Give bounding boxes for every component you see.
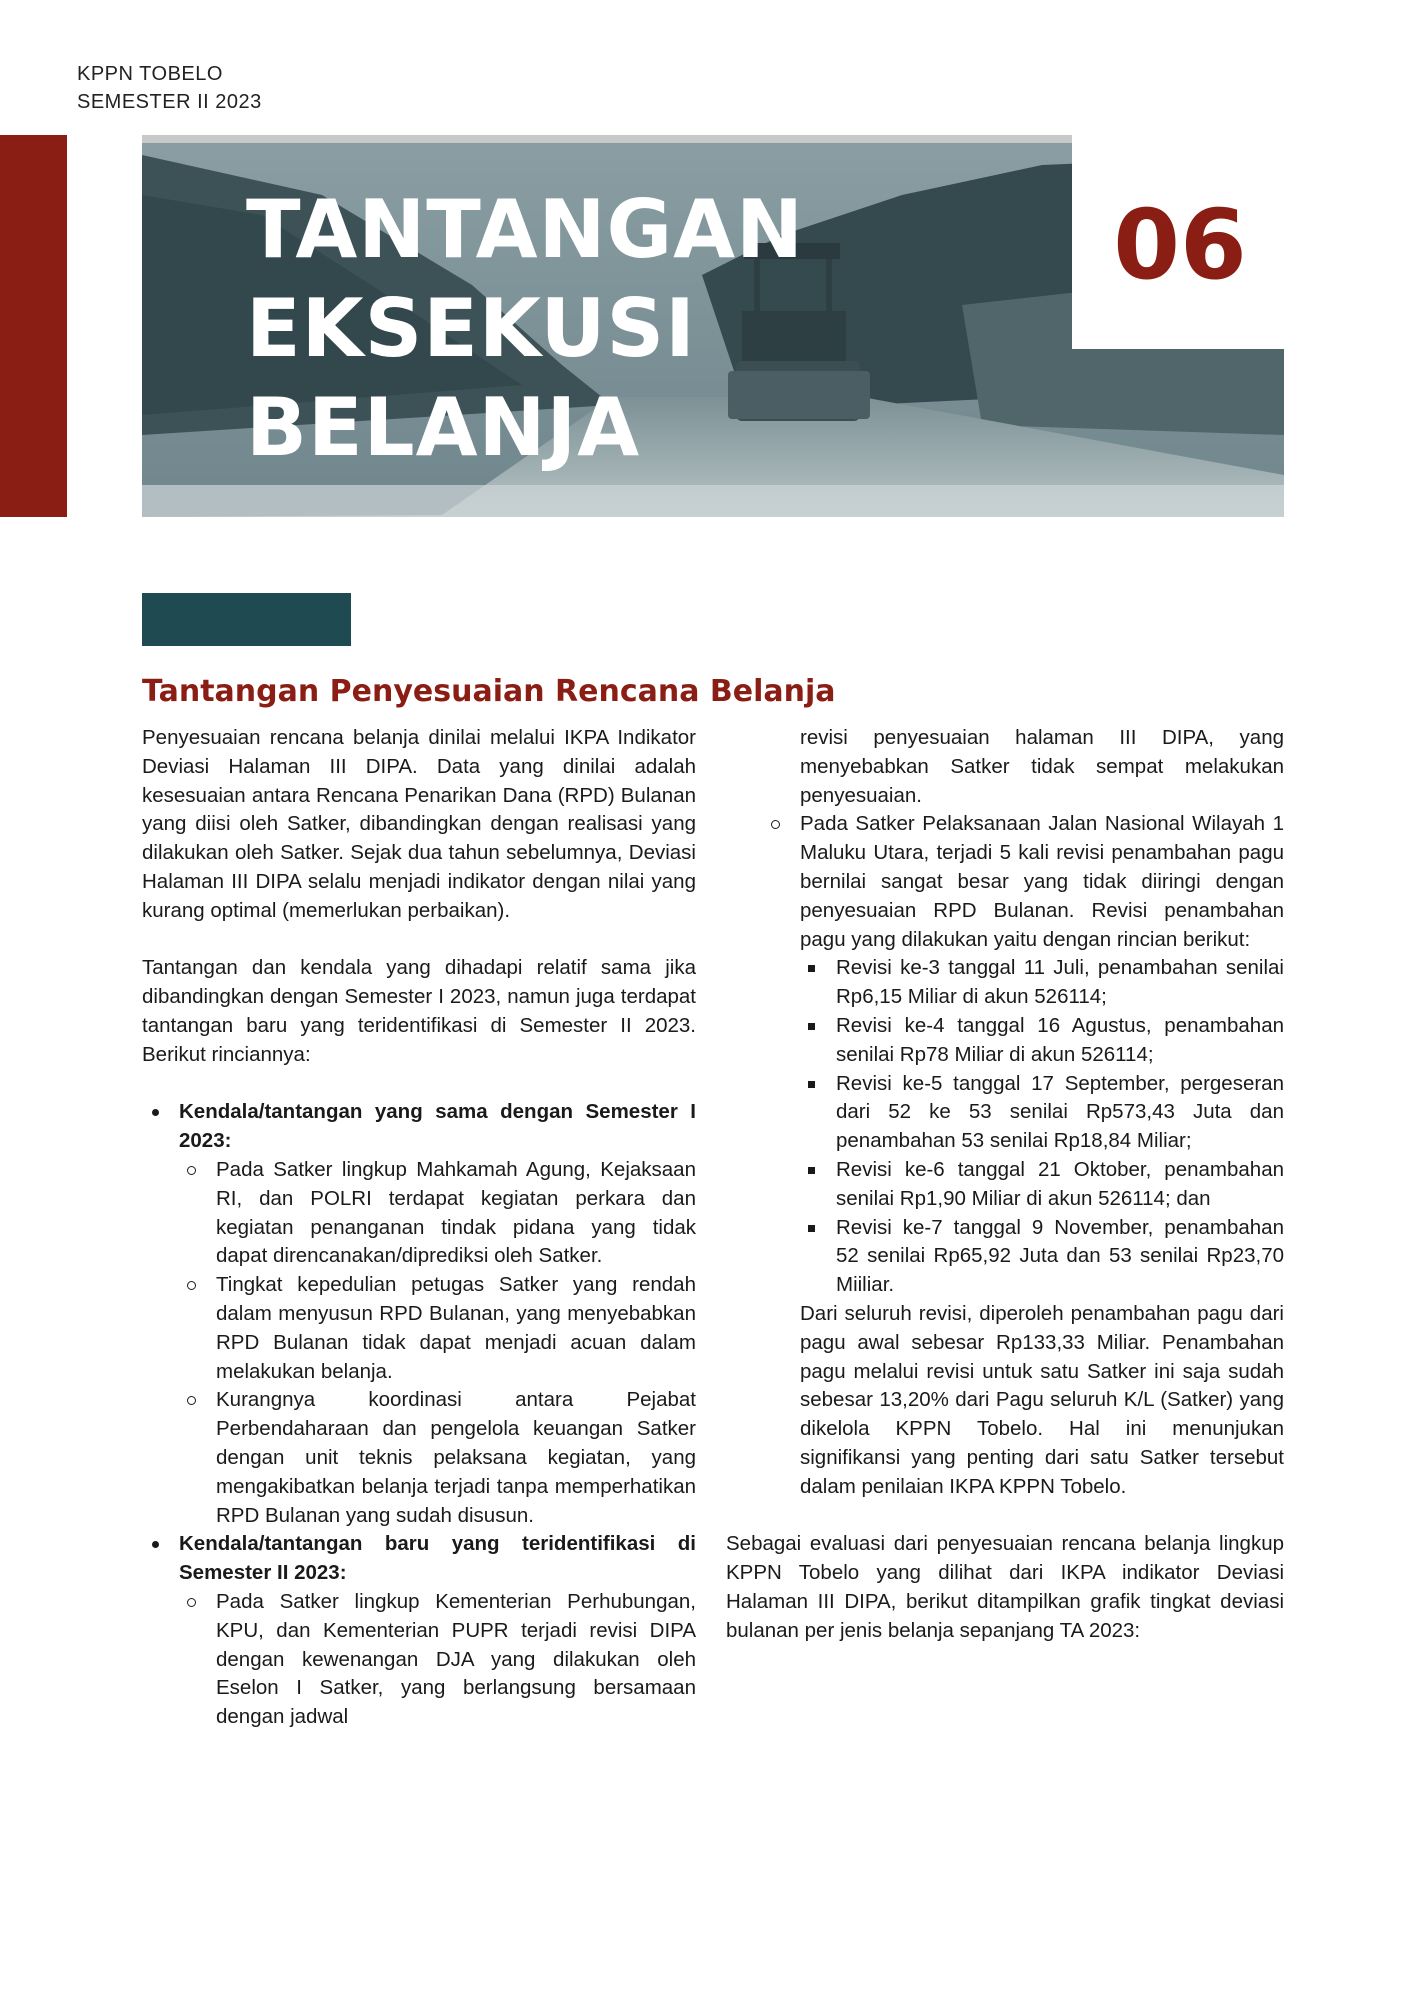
bullet-new-challenges [142,1530,696,1732]
bullet-title: Kendala/tantangan baru yang teridentifikasi di Semester II 2023: [179,1532,696,1585]
document-header [77,60,262,116]
revision-item: Revisi ke-6 tanggal 21 Oktober, penambahan senilai Rp1,90 Miliar di akun 526114; dan [800,1156,1284,1214]
list-item: Pada Satker lingkup Mahkamah Agung, Kejaksaan RI, dan POLRI terdapat kegiatan perkara dan kegiatan penanganan tindak pidana yang tidak dapat direncanakan/diprediksi oleh Satker. [179,1156,696,1271]
teal-accent-bar [142,593,351,646]
challenges-paragraph: Tantangan dan kendala yang dihadapi relatif sama jika dibandingkan dengan Semester I 2023, namun juga terdapat tantangan baru yang teridentifikasi di Semester II 2023. Berikut rinciannya: [142,956,696,1066]
list-item-text: revisi penyesuaian halaman III DIPA, yang menyebabkan Satker tidak sempat melakukan penyesuaian. [800,726,1284,807]
section-heading: Tantangan Penyesuaian Rencana Belanja [142,674,836,709]
red-accent-bar [0,135,67,517]
right-column [726,724,1284,1646]
summary-paragraph: Dari seluruh revisi, diperoleh penambahan pagu dari pagu awal sebesar Rp133,33 Miliar. Penambahan pagu melalui revisi untuk satu Satker ini saja sudah sebesar 13,20% dari Pagu seluruh K/L (Satker) yang dikelola KPPN Tobelo. Hal ini menunjukan signifikansi yang penting dari satu Satker tersebut dalam penilaian IKPA KPPN Tobelo. [800,1301,1284,1498]
title-line-2: EKSEKUSI [246,282,696,375]
closing-paragraph: Sebagai evaluasi dari penyesuaian rencana belanja lingkup KPPN Tobelo yang dilihat dari IKPA indikator Deviasi Halaman III DIPA, berikut ditampilkan grafik tingkat deviasi bulanan per jenis belanja sepanjang TA 2023: [726,1532,1284,1642]
intro-paragraph: Penyesuaian rencana belanja dinilai melalui IKPA Indikator Deviasi Halaman III DIPA. Data yang dinilai adalah kesesuaian antara Rencana Penarikan Dana (RPD) Bulanan yang diisi oleh Satker, dibandingkan dengan realisasi yang dilakukan oleh Satker. Sejak dua tahun sebelumnya, Deviasi Halaman III DIPA selalu menjadi indikator dengan nilai yang kurang optimal (memerlukan perbaikan). [142,726,696,922]
page-title [246,180,804,477]
summary-block [763,1300,1284,1502]
header-period: SEMESTER II 2023 [77,91,262,113]
bullet-same-challenges [142,1098,696,1530]
revision-item: Revisi ke-5 tanggal 17 September, pergeseran dari 52 ke 53 senilai Rp573,43 Juta dan penambahan 53 senilai Rp18,84 Miliar; [800,1070,1284,1156]
chapter-number: 06 [1113,189,1247,301]
bullet-title: Kendala/tantangan yang sama dengan Semester I 2023: [179,1100,696,1153]
revision-item: Revisi ke-3 tanggal 11 Juli, penambahan senilai Rp6,15 Miliar di akun 526114; [800,954,1284,1012]
header-office: KPPN TOBELO [77,63,223,85]
list-item: Kurangnya koordinasi antara Pejabat Perbendaharaan dan pengelola keuangan Satker dengan unit teknis pelaksana kegiatan, yang mengakibatkan belanja terjadi tanpa memperhatikan RPD Bulanan yang sudah disusun. [179,1386,696,1530]
title-line-3: BELANJA [246,381,641,474]
list-item: Pada Satker lingkup Kementerian Perhubungan, KPU, dan Kementerian PUPR terjadi revisi DIPA dengan kewenangan DJA yang dilakukan oleh Eselon I Satker, yang berlangsung bersamaan dengan jadwal [179,1588,696,1732]
list-item: Tingkat kepedulian petugas Satker yang rendah dalam menyusun RPD Bulanan, yang menyebabkan RPD Bulanan tidak dapat menjadi acuan dalam melakukan belanja. [179,1271,696,1386]
nested-list [726,810,1284,1501]
title-line-1: TANTANGAN [246,183,804,276]
revision-item: Revisi ke-7 tanggal 9 November, penambahan 52 senilai Rp65,92 Juta dan 53 senilai Rp23,70 Miiliar. [800,1214,1284,1300]
list-item-continued [726,724,1284,810]
list-item: Pada Satker Pelaksanaan Jalan Nasional Wilayah 1 Maluku Utara, terjadi 5 kali revisi penambahan pagu bernilai sangat besar yang tidak diiringi dengan penyesuaian RPD Bulanan. Revisi penambahan pagu yang dilakukan yaitu dengan rincian berikut: [763,810,1284,954]
revision-item: Revisi ke-4 tanggal 16 Agustus, penambahan senilai Rp78 Miliar di akun 526114; [800,1012,1284,1070]
revision-list [763,954,1284,1300]
left-column [142,724,696,1732]
